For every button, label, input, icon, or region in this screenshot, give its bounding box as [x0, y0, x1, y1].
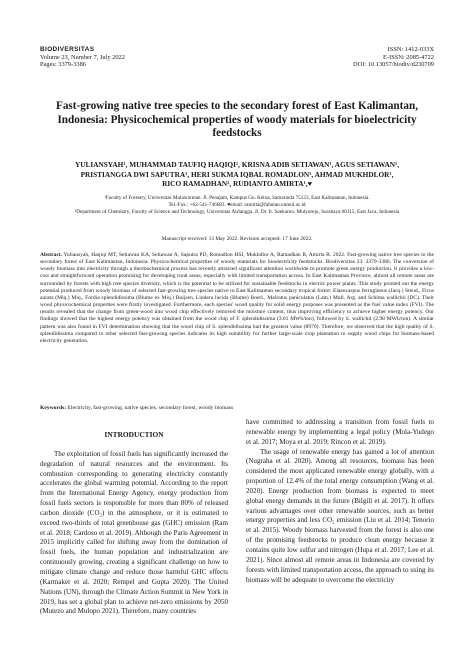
keywords-text: Electricity, fast-growing, native species, secondary forest, woody biomass	[67, 405, 234, 411]
column-right	[246, 418, 434, 585]
affiliation-line: ¹Faculty of Forestry, Universitas Mulawarman. Jl. Penajam, Kampus Gn. Kelua, Samarinda 75123, East Kalimantan, Indonesia.	[104, 195, 370, 201]
journal-eissn: E-ISSN: 2085-4722	[383, 53, 434, 61]
affiliation-line: ²Department of Chemistry, Faculty of Science and Technology, Universitas Airlangga. Jl. Dr. Ir. Soekarno, Mulyorejo, Surabaya 60115, East Java, Indonesia	[74, 209, 400, 216]
column-left	[40, 418, 228, 617]
intro-paragraph-continued: have committed to addressing a transition from fossil fuels to renewable energy by implementing a legal policy (Mola-Yudego et al. 2017; Moya et al. 2019; Rincon et al. 2019).	[246, 418, 434, 446]
header-right	[353, 46, 434, 69]
keywords	[40, 405, 434, 411]
affiliation-line: Tel./Fax.: +62-541-746683. ♥email: ramirta@fahutan.unmul.ac.id	[168, 202, 306, 209]
keywords-label: Keywords:	[40, 405, 67, 411]
abstract	[40, 252, 434, 345]
manuscript-dates: Manuscript received: 13 May 2022. Revision accepted: 17 June 2022.	[161, 236, 313, 242]
intro-paragraph: The usage of renewable energy has gained a lot of attention (Nugraha et al. 2020). Among all resources, biomass has been considered the most applicated renewable energy globally, with a proportion of 12.4% of the total energy consumption (Wang et al. 2020). Energy production from biomass is expected to meet global energy demands in the future (Bilgili et al. 2017). It offers various advantages over other renewable sources, such as better energy properties and less CO₂ emission (Liu et al. 2014; Tenorio et al. 2015). Woody biomass harvested from the forest is also one of the promising feedstocks to produce clean energy because it contains quite low sulfur and nitrogen (Hupa et al. 2017; Lee et al. 2021). Since almost all remote areas in Indonesia are covered by forests with limited transportation access, the approach to using its biomass will be adequate to overcome the electricity	[246, 447, 434, 584]
abstract-text: Yuliansyah, Haqiqi MT, Setiawan KA, Setiawan A, Saputra PD, Romadlon HSI, Mukhdlor A, Ramadhan R, Amirta R. 2022. Fast-growing native tree species to the secondary forest of East Kalimantan, Indonesia: Physicochemical properties of woody materials for bioelectricity feedstocks. Biodiversitas 23: 3379-3386. The conversion of woody biomass into electricity through a thermochemical process has recently attracted significant attention worldwide to promote green energy production. It provides a low-cost and straightforward operation promising for developing rural areas, especially with limited transportation access. In East Kalimantan Province, almost all remote areas are surrounded by forests with high tree species diversity, which is the potential to be utilized for sustainable feedstocks in electric power plants. This study pointed out the energy potential produced from woody biomass of selected fast-growing tree species native to East Kalimantan secondary tropical forest: Elaeocarpus ferrugineus (Jacq.) Steud., Ficus aurata (Miq.) Miq., Fordia splendidissima (Blume ex Miq.) Buijsen, Lindera lucida (Blume) Boerl., Mallotus paniculatus (Lam.) Mull. Arg. and Schima wallichii (DC). Their wood physicochemical properties were firstly investigated. Furthermore, each species' wood quality for solid energy purposes was presented as the fuel value index (FVI). The results revealed that the change from green-wood into wood chip effectively removed the moisture content, thus improving efficiency to achieve higher energy potency. Our findings showed that the highest energy potency was obtained from the wood chip of F. splendidissima (3.61 MWh/ton), followed by S. wallichii (2.98 MWh/ton). A similar pattern was also found in FVI determination showing that the wood chip of S. splendidissima had the greatest value (8970). Therefore, we observed that the high quality of S. splendidissima compared to other selected fast-growing species indicates its high suitability for further large-scale crop plantation to supply wood chips for biomass-based electricity generation.	[40, 252, 434, 344]
journal-volume: Volume 23, Number 7, July 2022	[40, 53, 125, 61]
journal-name: BIODIVERSITAS	[40, 46, 95, 53]
section-heading-introduction: INTRODUCTION	[104, 430, 164, 439]
journal-header	[40, 46, 434, 69]
journal-doi: DOI: 10.13057/biodiv/d230709	[353, 61, 434, 69]
affiliations	[46, 195, 428, 217]
header-left	[40, 46, 125, 69]
journal-issn: ISSN: 1412-033X	[387, 46, 434, 53]
abstract-label: Abstract.	[40, 252, 63, 258]
author-line: YULIANSYAH¹, MUHAMMAD TAUFIQ HAQIQI¹, KRISNA ADIB SETIAWAN¹, AGUS SETIAWAN¹,	[74, 160, 400, 169]
intro-paragraph: The exploitation of fossil fuels has significantly increased the degradation of natural resources and the environment. Its combustion corresponding to generating electricity constantly accelerates the global warming potential. According to the report from the International Energy Agency, energy production from fossil fuels sectors is responsible for more than 80% of released carbon dioxide (CO₂) in the atmosphere, or it is estimated to exceed two-thirds of total greenhouse gas (GHC) emission (Ram et al. 2018; Cardoso et al. 2019). Although the Paris Agreement in 2015 implicitly called for shifting away from the domination of fossil fuels, the human population and industrialization are continuously growing, creating a significant challenge on how to mitigate climate change and reduce those harmful GHC effects (Karmaker et al. 2020; Rempel and Gupta 2020). The United Nations (UN), through the Climate Action Summit in New York in 2019, has set a global plan to achieve net-zero emissions by 2050 (Mutezo and Mulopo 2021). Therefore, many countries	[40, 449, 228, 616]
author-list	[40, 160, 434, 189]
author-line: RICO RAMADHAN², RUDIANTO AMIRTA¹,♥	[162, 179, 312, 189]
author-line: PRISTIANGGA DWI SAPUTRA¹, HERI SUKMA IQBAL ROMADLON¹, AHMAD MUKHDLOR¹,	[80, 169, 394, 179]
journal-pages: Pages: 3379-3386	[40, 61, 86, 69]
paper-title: Fast-growing native tree species to the secondary forest of East Kalimantan, Indonesia: Physicochemical properties of woody materials for bioelectricity feedstocks	[56, 100, 418, 140]
